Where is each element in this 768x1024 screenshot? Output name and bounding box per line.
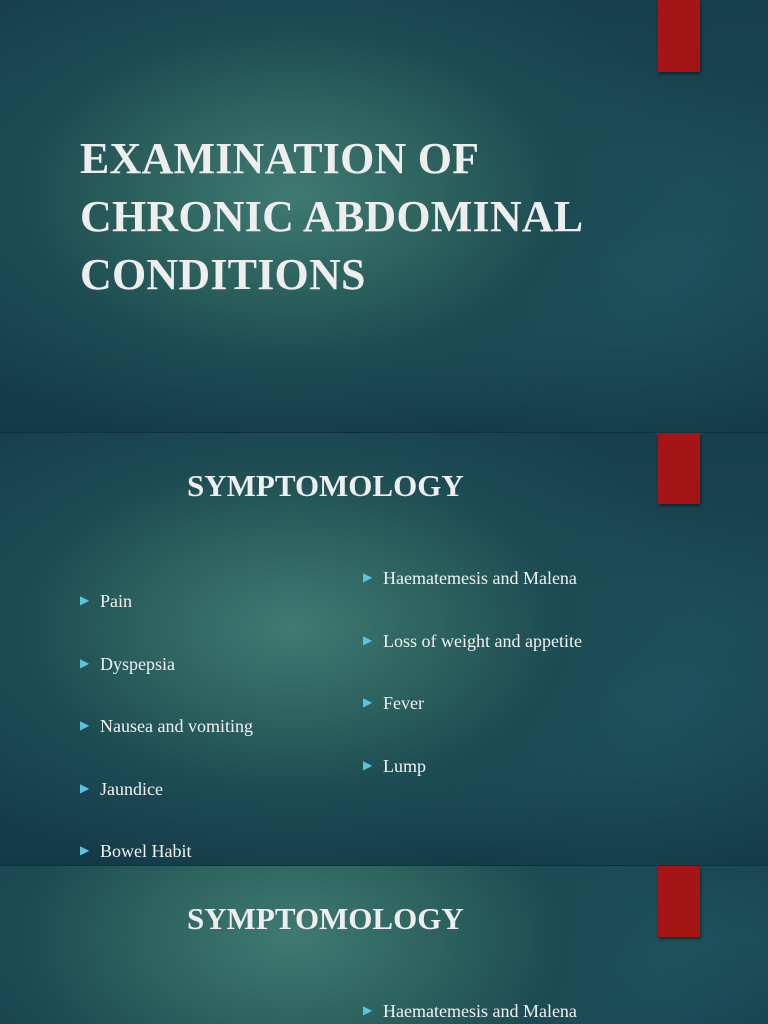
- left-symptom-list: [79, 589, 253, 865]
- right-symptom-list: [362, 566, 582, 816]
- triangle-right-icon: ▶: [80, 843, 90, 857]
- list-item: [362, 754, 582, 817]
- triangle-right-icon: ▶: [80, 718, 90, 732]
- triangle-right-icon: ▶: [80, 780, 90, 795]
- slide-heading: SYMPTOMOLOGY: [187, 901, 464, 936]
- list-item-label: Jaundice: [100, 778, 163, 799]
- list-item: [362, 629, 582, 692]
- symptomology-slide: [0, 866, 768, 1024]
- list-item-label: Loss of weight and appetite: [383, 630, 582, 651]
- list-item: [362, 999, 577, 1024]
- list-item-label: Dyspepsia: [100, 653, 175, 674]
- list-item-label: Bowel Habit: [100, 841, 192, 861]
- list-item-label: Haematemesis and Malena: [383, 568, 577, 588]
- red-accent-bar: [658, 866, 700, 937]
- triangle-right-icon: ▶: [363, 632, 373, 647]
- symptomology-slide: [0, 433, 768, 865]
- list-item-label: Nausea and vomiting: [100, 716, 253, 736]
- list-item: [79, 589, 253, 652]
- triangle-right-icon: ▶: [363, 1003, 373, 1017]
- triangle-right-icon: ▶: [80, 593, 90, 607]
- list-item: [79, 777, 253, 840]
- triangle-right-icon: ▶: [363, 695, 373, 709]
- triangle-right-icon: ▶: [80, 655, 90, 670]
- list-item: [362, 566, 582, 629]
- list-item: [362, 691, 582, 754]
- red-accent-bar: [658, 433, 700, 504]
- list-item: [79, 839, 253, 865]
- triangle-right-icon: ▶: [363, 570, 373, 584]
- slide-heading: SYMPTOMOLOGY: [187, 468, 464, 503]
- list-item-label: Pain: [100, 591, 133, 611]
- list-item: [79, 652, 253, 715]
- right-symptom-list: [362, 999, 577, 1024]
- list-item: [79, 714, 253, 777]
- list-item-label: Fever: [383, 693, 424, 713]
- red-accent-bar: [658, 0, 700, 72]
- slide-title: EXAMINATION OF CHRONIC ABDOMINAL CONDITIONS: [80, 134, 581, 299]
- list-item-label: Lump: [383, 755, 426, 776]
- triangle-right-icon: ▶: [363, 757, 373, 772]
- list-item-label: Haematemesis and Malena: [383, 1001, 577, 1021]
- title-slide: [0, 0, 768, 432]
